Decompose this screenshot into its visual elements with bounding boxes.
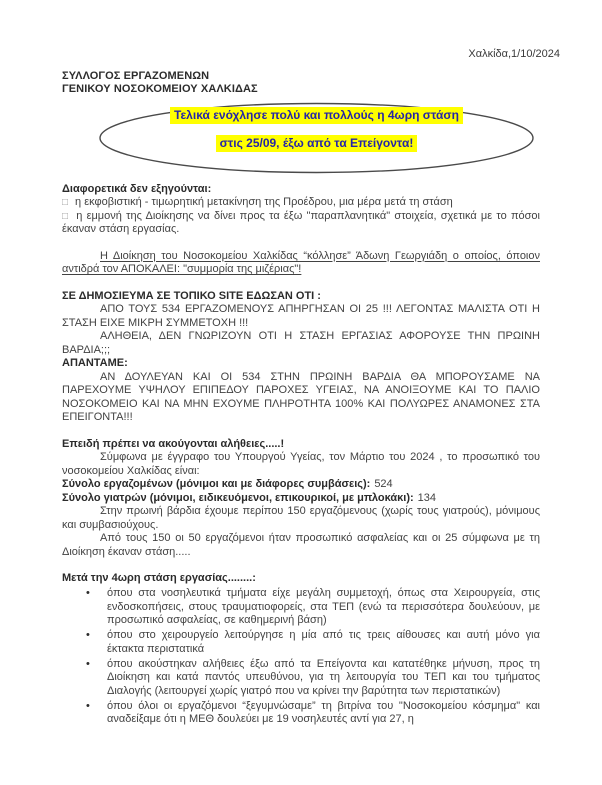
org-name-line1: ΣΥΛΛΟΓΟΣ ΕΡΓΑΖΟΜΕΝΩΝ — [62, 69, 210, 82]
stat-total-employees-label: Σύνολο εργαζομένων (μόνιμοι και με διάφορες συμβάσεις): — [62, 478, 371, 490]
bullet-icon: • — [86, 699, 90, 712]
bullet-icon: • — [86, 657, 90, 670]
spacer — [62, 277, 540, 290]
stat-total-doctors-label: Σύνολο γιατρών (μόνιμοι, ειδικευόμενοι, επικουρικοί, με μπλοκάκι): — [62, 491, 414, 504]
list-item — [86, 658, 540, 699]
checkbox-item-text: η εκφοβιστική - τιμωρητική μετακίνηση της Προέδρου, μια μέρα μετά τη στάση — [75, 196, 453, 208]
organization-header — [62, 70, 540, 97]
reply-heading: ΑΠΑΝΤΑΜΕ: — [62, 357, 128, 369]
checkbox-bullet-icon: □ — [62, 210, 70, 222]
list-item-text: όπου ακούστηκαν αλήθειες έξω από τα Επείγοντα και κατατέθηκε μήνυση, προς τη Διοίκηση και κατά παντός υπευθύνου, για τη λειτουργία του ΤΕΠ και του τμήματος Διαλογής (λειτουργεί χωρίς γιατρό που να κρίνει την βαρύτητα των περιστατικών) — [107, 657, 540, 697]
publication-paragraph-1: ΑΠΟ ΤΟΥΣ 534 ΕΡΓΑΖΟΜΕΝΟΥΣ ΑΠΗΡΓΗΣΑΝ ΟΙ 25 !!! ΛΕΓΟΝΤΑΣ ΜΑΛΙΣΤΑ ΟΤΙ Η ΣΤΑΣΗ ΕΙΧΕ ΜΙΚΡΗ ΣΥΜΜΕΤΟΧΗ !!! — [62, 303, 540, 329]
truths-paragraph-1: Σύμφωνα με έγγραφο του Υπουργού Υγείας, τον Μάρτιο του 2024 , το προσωπικό του νοσοκομείου Χαλκίδας είναι: — [62, 451, 540, 477]
administration-underlined-paragraph: Η Διοίκηση του Νοσοκομείου Χαλκίδας “κόλλησε” Άδωνη Γεωργιάδη ο οποίος, όποιον αντιδρά τον ΑΠΟΚΑΛΕΙ: "συμμορία της μιζέριας"! — [62, 249, 540, 275]
list-item-text: όπου όλοι οι εργαζόμενοι “ξεγυμνώσαμε” τη βιτρίνα του "Νοσοκομείου κόσμημα" και αναδείξαμε ότι η ΜΕΘ δουλεύει με 19 νοσηλευτές αντί για 27, η — [107, 699, 540, 725]
banner-line-2 — [98, 123, 535, 151]
list-item — [86, 700, 540, 727]
checkbox-item — [62, 210, 540, 237]
spacer — [62, 237, 540, 250]
list-item-text: όπου στο χειρουργείο λειτούργησε η μία από τις τρεις αίθουσες και αυτή μόνο για έκτακτα περιστατικά — [107, 629, 540, 655]
banner-highlight-text-2: στις 25/09, έξω από τα Επείγοντα! — [216, 135, 418, 152]
stat-total-doctors — [62, 492, 540, 506]
spacer — [62, 559, 540, 572]
stat-total-employees — [62, 478, 540, 492]
section-heading-truths: Επειδή πρέπει να ακούγονται αλήθειες.....! — [62, 437, 285, 450]
highlighted-banner — [98, 102, 535, 174]
truths-paragraph-2: Στην πρωινή βάρδια έχουμε περίπου 150 εργαζόμενους (χωρίς τους γιατρούς), μόνιμους και συμβασιούχους. — [62, 505, 540, 531]
stat-total-employees-value: 524 — [374, 478, 393, 490]
document-date: Χαλκίδα,1/10/2024 — [468, 48, 560, 60]
section-heading-inexplicable: Διαφορετικά δεν εξηγούνται: — [62, 182, 212, 195]
after-strike-bullet-list — [62, 587, 540, 727]
stat-total-doctors-value: 134 — [417, 491, 437, 504]
truths-paragraph-3: Από τους 150 οι 50 εργαζόμενοι ήταν προσωπικό ασφαλείας και οι 25 σύμφωνα με τη Διοίκηση έκαναν στάση..... — [62, 532, 540, 558]
list-item — [86, 629, 540, 656]
reply-paragraph: ΑΝ ΔΟΥΛΕΥΑΝ ΚΑΙ ΟΙ 534 ΣΤΗΝ ΠΡΩΙΝΗ ΒΑΡΔΙΑ ΘΑ ΜΠΟΡΟΥΣΑΜΕ ΝΑ ΠΑΡΕΧΟΥΜΕ ΥΨΗΛΟΥ ΕΠΙΠΕΔΟΥ ΠΑΡΟΧΕΣ ΥΓΕΙΑΣ, ΝΑ ΑΝΟΙΞΟΥΜΕ ΚΑΙ ΤΟ ΠΑΛΙΟ ΝΟΣΟΚΟΜΕΙΟ ΚΑΙ ΝΑ ΜΗΝ ΕΧΟΥΜΕ ΠΛΗΡΟΤΗΤΑ 100% ΚΑΙ ΠΟΛΥΩΡΕΣ ΑΝΑΜΟΝΕΣ ΣΤΑ ΕΠΕΙΓΟΝΤΑ!!! — [62, 370, 540, 423]
banner-highlight-text-1: Τελικά ενόχλησε πολύ και πολλούς η 4ωρη στάση — [170, 107, 463, 124]
list-item-text: όπου στα νοσηλευτικά τμήματα είχε μεγάλη συμμετοχή, όπως στα Χειρουργεία, στις ενδοσκοπήσεις, στους τραυματιοφορείς, στα ΤΕΠ (ενώ τα περισσότερα δουλεύουν, με προσωπικό ασφαλείας, σε καθημερινή βάση) — [107, 587, 540, 626]
section-heading-publication: ΣΕ ΔΗΜΟΣΙΕΥΜΑ ΣΕ ΤΟΠΙΚΟ SITE ΕΔΩΣΑΝ ΟΤΙ : — [62, 289, 321, 302]
list-item — [86, 587, 540, 628]
banner-line-1 — [98, 102, 535, 123]
checkbox-bullet-icon: □ — [62, 197, 69, 208]
spacer — [62, 425, 540, 438]
section-heading-after-strike: Μετά την 4ωρη στάση εργασίας........: — [62, 572, 256, 584]
publication-paragraph-2: ΑΛΗΘΕΙΑ, ΔΕΝ ΓΝΩΡΙΖΟΥΝ ΟΤΙ Η ΣΤΑΣΗ ΕΡΓΑΣΙΑΣ ΑΦΟΡΟΥΣΕ ΤΗΝ ΠΡΩΙΝΗ ΒΑΡΔΙΑ;;; — [62, 330, 540, 356]
org-name-line2: ΓΕΝΙΚΟΥ ΝΟΣΟΚΟΜΕΙΟΥ ΧΑΛΚΙΔΑΣ — [62, 83, 258, 95]
bullet-icon: • — [86, 629, 90, 641]
bullet-icon: • — [86, 587, 90, 599]
checkbox-item-text: η εμμονή της Διοίκησης να δίνει προς τα έξω "παραπλανητικά" στοιχεία, σχετικά με το πόσοι έκαναν στάση εργασίας. — [62, 209, 540, 235]
spacer — [62, 174, 540, 183]
checkbox-item — [62, 196, 540, 210]
